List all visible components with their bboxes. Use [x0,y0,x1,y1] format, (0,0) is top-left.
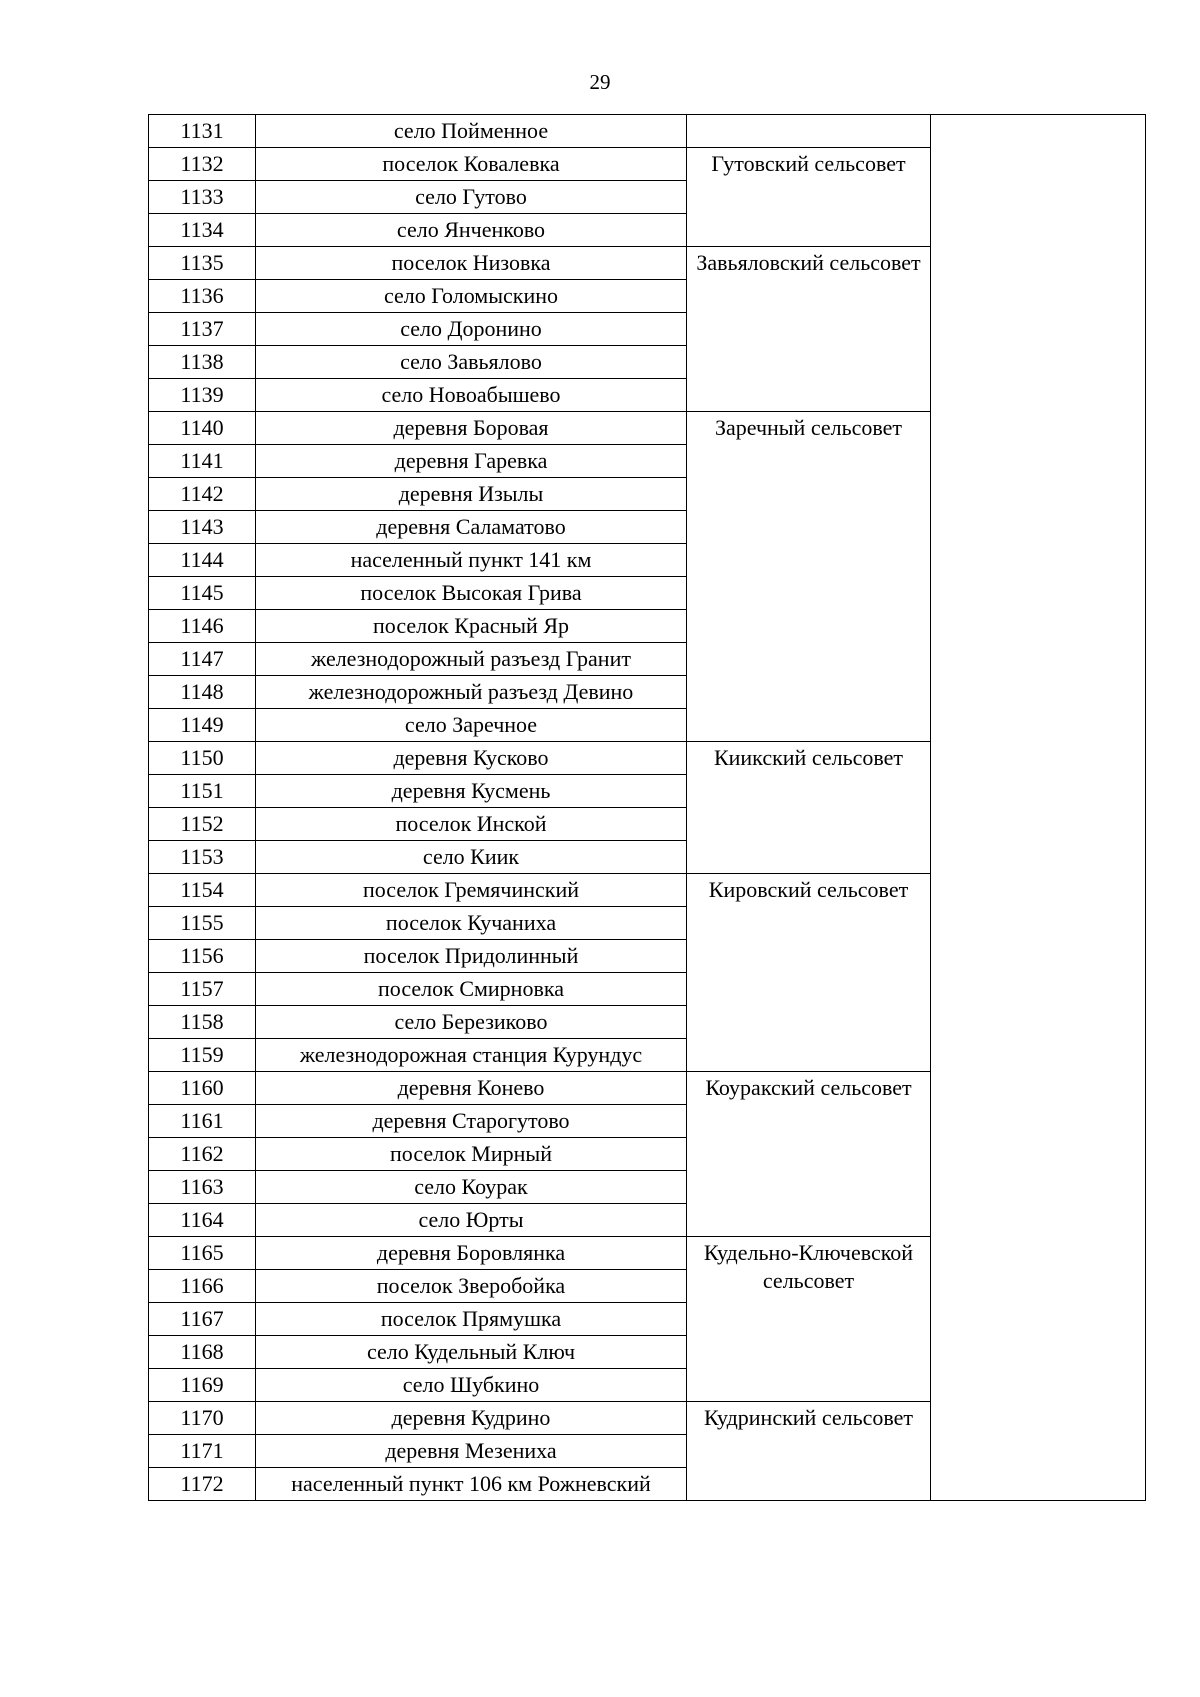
settlement-name-cell: деревня Саламатово [256,511,687,544]
settlement-name-cell: поселок Красный Яр [256,610,687,643]
row-number-cell: 1132 [149,148,256,181]
settlement-name-cell: деревня Мезениха [256,1435,687,1468]
row-number-cell: 1164 [149,1204,256,1237]
row-number-cell: 1150 [149,742,256,775]
row-number-cell: 1163 [149,1171,256,1204]
row-number-cell: 1168 [149,1336,256,1369]
settlement-name-cell: деревня Кудрино [256,1402,687,1435]
row-number-cell: 1134 [149,214,256,247]
empty-column-cell [931,115,1146,1501]
row-number-cell: 1171 [149,1435,256,1468]
settlement-name-cell: поселок Придолинный [256,940,687,973]
settlement-name-cell: село Завьялово [256,346,687,379]
row-number-cell: 1169 [149,1369,256,1402]
row-number-cell: 1141 [149,445,256,478]
settlement-name-cell: поселок Прямушка [256,1303,687,1336]
row-number-cell: 1162 [149,1138,256,1171]
row-number-cell: 1154 [149,874,256,907]
rural-council-cell: Завьяловский сельсовет [687,247,931,412]
settlement-name-cell: поселок Инской [256,808,687,841]
settlement-name-cell: поселок Зверобойка [256,1270,687,1303]
row-number-cell: 1135 [149,247,256,280]
settlements-table [148,114,1146,1501]
row-number-cell: 1161 [149,1105,256,1138]
row-number-cell: 1156 [149,940,256,973]
settlement-name-cell: населенный пункт 141 км [256,544,687,577]
settlement-name-cell: поселок Ковалевка [256,148,687,181]
row-number-cell: 1146 [149,610,256,643]
row-number-cell: 1157 [149,973,256,1006]
rural-council-cell: Киикский сельсовет [687,742,931,874]
settlement-name-cell: поселок Мирный [256,1138,687,1171]
settlement-name-cell: железнодорожный разъезд Девино [256,676,687,709]
settlements-table-body [149,115,1146,1501]
settlement-name-cell: село Заречное [256,709,687,742]
settlement-name-cell: железнодорожная станция Курундус [256,1039,687,1072]
settlement-name-cell: деревня Старогутово [256,1105,687,1138]
rural-council-cell [687,115,931,148]
row-number-cell: 1155 [149,907,256,940]
settlement-name-cell: село Голомыскино [256,280,687,313]
settlement-name-cell: поселок Смирновка [256,973,687,1006]
row-number-cell: 1137 [149,313,256,346]
rural-council-cell: Кировский сельсовет [687,874,931,1072]
settlement-name-cell: деревня Кусмень [256,775,687,808]
row-number-cell: 1142 [149,478,256,511]
settlement-name-cell: деревня Боровлянка [256,1237,687,1270]
settlement-name-cell: село Березиково [256,1006,687,1039]
row-number-cell: 1148 [149,676,256,709]
row-number-cell: 1144 [149,544,256,577]
settlement-name-cell: поселок Высокая Грива [256,577,687,610]
rural-council-cell: Коуракский сельсовет [687,1072,931,1237]
rural-council-cell: Кудринский сельсовет [687,1402,931,1501]
row-number-cell: 1153 [149,841,256,874]
settlement-name-cell: поселок Кучаниха [256,907,687,940]
settlement-name-cell: село Киик [256,841,687,874]
settlement-name-cell: железнодорожный разъезд Гранит [256,643,687,676]
settlement-name-cell: село Новоабышево [256,379,687,412]
rural-council-cell: Кудельно-Ключевской сельсовет [687,1237,931,1402]
settlement-name-cell: деревня Гаревка [256,445,687,478]
row-number-cell: 1147 [149,643,256,676]
settlement-name-cell: поселок Гремячинский [256,874,687,907]
row-number-cell: 1160 [149,1072,256,1105]
row-number-cell: 1138 [149,346,256,379]
settlements-table-wrapper [148,114,1146,1501]
row-number-cell: 1167 [149,1303,256,1336]
page-number: 29 [589,70,611,94]
row-number-cell: 1149 [149,709,256,742]
row-number-cell: 1170 [149,1402,256,1435]
row-number-cell: 1159 [149,1039,256,1072]
row-number-cell: 1158 [149,1006,256,1039]
settlement-name-cell: село Гутово [256,181,687,214]
table-row [149,115,1146,148]
row-number-cell: 1139 [149,379,256,412]
settlement-name-cell: село Шубкино [256,1369,687,1402]
row-number-cell: 1140 [149,412,256,445]
settlement-name-cell: деревня Изылы [256,478,687,511]
row-number-cell: 1133 [149,181,256,214]
row-number-cell: 1152 [149,808,256,841]
row-number-cell: 1151 [149,775,256,808]
settlement-name-cell: село Коурак [256,1171,687,1204]
settlement-name-cell: населенный пункт 106 км Рожневский [256,1468,687,1501]
settlement-name-cell: село Пойменное [256,115,687,148]
settlement-name-cell: поселок Низовка [256,247,687,280]
settlement-name-cell: село Янченково [256,214,687,247]
row-number-cell: 1165 [149,1237,256,1270]
row-number-cell: 1145 [149,577,256,610]
settlement-name-cell: село Доронино [256,313,687,346]
rural-council-cell: Заречный сельсовет [687,412,931,742]
row-number-cell: 1143 [149,511,256,544]
settlement-name-cell: деревня Конево [256,1072,687,1105]
rural-council-cell: Гутовский сельсовет [687,148,931,247]
settlement-name-cell: деревня Боровая [256,412,687,445]
row-number-cell: 1136 [149,280,256,313]
row-number-cell: 1166 [149,1270,256,1303]
row-number-cell: 1131 [149,115,256,148]
settlement-name-cell: село Кудельный Ключ [256,1336,687,1369]
settlement-name-cell: село Юрты [256,1204,687,1237]
row-number-cell: 1172 [149,1468,256,1501]
settlement-name-cell: деревня Кусково [256,742,687,775]
